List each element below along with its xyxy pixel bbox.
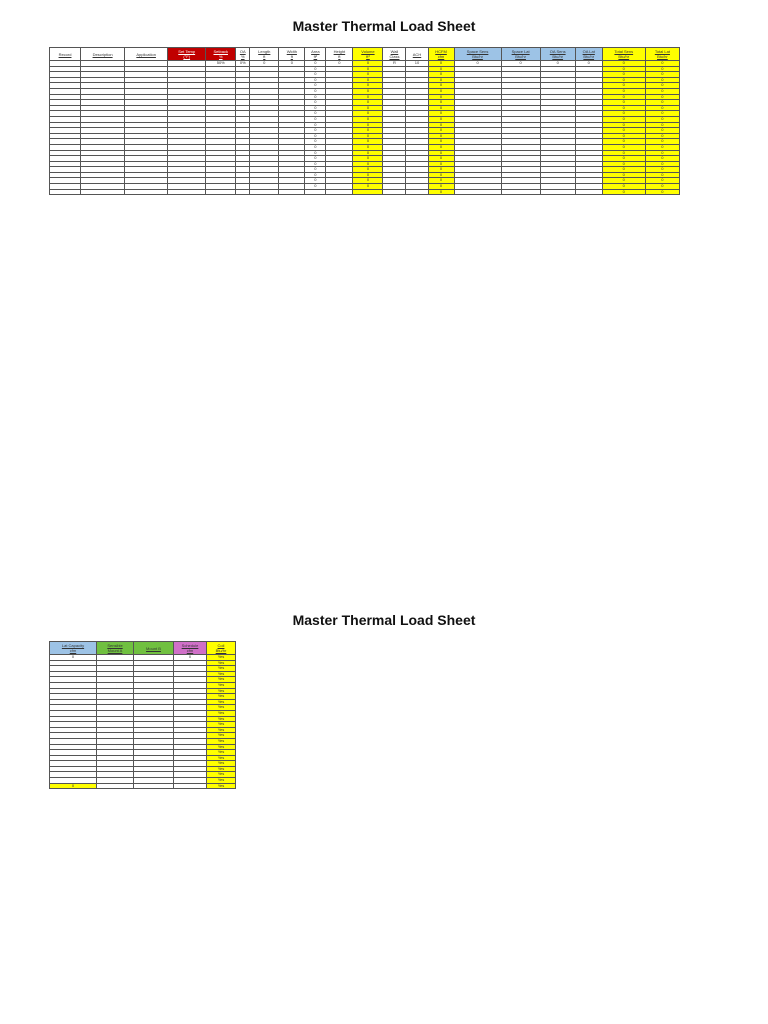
- table-cell[interactable]: 0: [602, 144, 645, 150]
- sheet-title-secondary: Master Thermal Load Sheet: [292, 612, 476, 628]
- column-header: [353, 48, 383, 61]
- table-cell[interactable]: 0: [602, 139, 645, 145]
- column-header-label: Lat Capacity: [61, 643, 85, 648]
- table-cell[interactable]: 0: [353, 94, 383, 100]
- table-cell[interactable]: 0: [645, 72, 679, 78]
- table-cell[interactable]: 0: [602, 105, 645, 111]
- column-header-unit: ft²: [313, 54, 318, 59]
- table-cell[interactable]: [97, 783, 134, 789]
- table-cell[interactable]: 0: [602, 61, 645, 67]
- table-cell[interactable]: 0: [353, 77, 383, 83]
- table-cell[interactable]: 0: [353, 66, 383, 72]
- table-cell[interactable]: 0: [50, 783, 97, 789]
- table-cell[interactable]: 0: [602, 172, 645, 178]
- table-cell[interactable]: 0: [353, 167, 383, 173]
- table-cell[interactable]: Yes: [207, 660, 236, 666]
- table-cell[interactable]: 0: [428, 105, 454, 111]
- table-cell[interactable]: 0: [645, 105, 679, 111]
- table-cell[interactable]: 0%: [236, 61, 250, 67]
- column-header-label: HCFM: [435, 49, 447, 54]
- column-header-unit: Btu/hr: [515, 54, 526, 59]
- column-header: [174, 642, 207, 655]
- table-cell[interactable]: 0: [305, 150, 326, 156]
- table-cell[interactable]: [279, 189, 305, 195]
- table-cell[interactable]: 0: [602, 161, 645, 167]
- table-cell[interactable]: 0: [645, 83, 679, 89]
- column-header-label: Coil: [217, 643, 225, 648]
- table-cell[interactable]: Yes: [207, 744, 236, 750]
- table-cell[interactable]: Yes: [207, 733, 236, 739]
- table-cell[interactable]: 0: [353, 161, 383, 167]
- column-header: [168, 48, 206, 61]
- table-cell[interactable]: 0: [428, 139, 454, 145]
- table-cell[interactable]: 0: [602, 133, 645, 139]
- column-header-label: Volume: [361, 49, 375, 54]
- table-cell[interactable]: 0: [645, 156, 679, 162]
- table-cell[interactable]: R: [383, 61, 406, 67]
- table-cell[interactable]: 0: [540, 61, 575, 67]
- table-cell[interactable]: Yes: [207, 677, 236, 683]
- table-cell[interactable]: 0: [645, 189, 679, 195]
- table-cell[interactable]: [236, 189, 250, 195]
- column-header: [134, 642, 174, 655]
- column-header-unit: Btu/hr: [657, 54, 668, 59]
- column-header: [540, 48, 575, 61]
- table-cell[interactable]: 0: [575, 61, 602, 67]
- column-header-unit: Class: [389, 54, 400, 59]
- column-header-label: Schedule: [181, 643, 199, 648]
- table-cell[interactable]: Yes: [207, 778, 236, 784]
- table-cell[interactable]: 0: [353, 156, 383, 162]
- table-cell[interactable]: 0: [428, 144, 454, 150]
- column-header-unit: Btu/hr: [472, 54, 483, 59]
- column-header-label: OA Lat: [582, 49, 595, 54]
- column-header: [428, 48, 454, 61]
- column-header-label: Height: [333, 49, 346, 54]
- column-header: [326, 48, 353, 61]
- column-header: [305, 48, 326, 61]
- table-cell[interactable]: Yes: [207, 738, 236, 744]
- table-cell[interactable]: 0: [602, 94, 645, 100]
- table-cell[interactable]: 0: [353, 122, 383, 128]
- column-header-unit: Btu/hr: [552, 54, 564, 59]
- column-header: [645, 48, 679, 61]
- table-cell[interactable]: 0: [250, 61, 279, 67]
- table-cell[interactable]: 0: [353, 150, 383, 156]
- table-cell[interactable]: 0: [353, 128, 383, 134]
- column-header-label: Total Lat: [654, 49, 670, 54]
- thermal-load-table: [49, 47, 680, 195]
- table-cell[interactable]: 0: [305, 88, 326, 94]
- table-cell[interactable]: 0: [353, 61, 383, 67]
- table-cell[interactable]: 0: [645, 66, 679, 72]
- table-cell[interactable]: [501, 189, 540, 195]
- column-header-unit: %: [240, 54, 245, 59]
- table-cell[interactable]: 0: [645, 172, 679, 178]
- table-cell[interactable]: Yes: [207, 772, 236, 778]
- table-cell[interactable]: 0: [353, 144, 383, 150]
- table-cell[interactable]: 0: [645, 77, 679, 83]
- column-header: [125, 48, 168, 61]
- table-cell[interactable]: 0: [428, 150, 454, 156]
- table-cell[interactable]: [305, 189, 326, 195]
- column-header-unit: ft: [290, 54, 293, 59]
- table-cell[interactable]: 0: [305, 156, 326, 162]
- table-cell[interactable]: 0: [305, 161, 326, 167]
- table-cell[interactable]: 0: [305, 72, 326, 78]
- table-cell[interactable]: 0: [645, 88, 679, 94]
- table-cell[interactable]: 0: [645, 139, 679, 145]
- column-header-unit: ft: [338, 54, 341, 59]
- table-cell[interactable]: 0: [305, 167, 326, 173]
- column-header: [50, 642, 97, 655]
- header-row: [50, 642, 236, 655]
- column-header-unit: ft³: [366, 54, 370, 59]
- table-cell[interactable]: 0: [428, 88, 454, 94]
- table-cell[interactable]: 0: [645, 122, 679, 128]
- table-cell[interactable]: Yes: [207, 727, 236, 733]
- table-row: [50, 189, 680, 195]
- column-header-label: Space Lat: [511, 49, 530, 54]
- table-cell[interactable]: 0: [645, 144, 679, 150]
- table-cell[interactable]: 0: [305, 144, 326, 150]
- table-cell[interactable]: 0: [305, 77, 326, 83]
- table-cell[interactable]: [326, 189, 353, 195]
- table-cell[interactable]: [353, 189, 383, 195]
- column-header-label: OA Sens: [549, 49, 566, 54]
- table-cell[interactable]: 0: [428, 161, 454, 167]
- column-header-unit: Btu/hr: [583, 54, 595, 59]
- table-cell[interactable]: 0: [602, 184, 645, 190]
- column-header-label: Record: [58, 51, 72, 57]
- table-cell[interactable]: 0: [428, 66, 454, 72]
- table-cell[interactable]: Yes: [207, 705, 236, 711]
- table-cell[interactable]: 0: [428, 83, 454, 89]
- table-cell[interactable]: 0: [602, 100, 645, 106]
- column-header: [501, 48, 540, 61]
- table-cell[interactable]: 0: [428, 72, 454, 78]
- table-cell[interactable]: 0: [174, 655, 207, 661]
- column-header-label: Application: [136, 51, 156, 57]
- table-cell[interactable]: 0: [501, 61, 540, 67]
- table-cell[interactable]: 0: [428, 178, 454, 184]
- table-cell[interactable]: 0: [353, 178, 383, 184]
- table-cell[interactable]: 0: [602, 77, 645, 83]
- column-header-label: Wall: [390, 49, 399, 54]
- table-cell[interactable]: 0: [305, 105, 326, 111]
- sheet-title: Master Thermal Load Sheet: [292, 18, 476, 34]
- table-cell[interactable]: 0: [645, 167, 679, 173]
- table-cell[interactable]: 0: [353, 116, 383, 122]
- table-cell[interactable]: 0: [428, 184, 454, 190]
- table-cell[interactable]: 0: [305, 122, 326, 128]
- column-header-unit: Btu/hr: [215, 648, 227, 653]
- table-cell[interactable]: 0: [602, 83, 645, 89]
- table-cell[interactable]: 0: [645, 111, 679, 117]
- table-cell[interactable]: 0: [602, 72, 645, 78]
- table-cell[interactable]: Yes: [207, 710, 236, 716]
- column-header: [206, 48, 236, 61]
- table-cell[interactable]: 0: [645, 184, 679, 190]
- table-cell[interactable]: 0: [305, 94, 326, 100]
- table-cell[interactable]: 0: [353, 139, 383, 145]
- table-cell[interactable]: [168, 189, 206, 195]
- table-cell[interactable]: Yes: [207, 750, 236, 756]
- column-header: [50, 48, 81, 61]
- table-cell[interactable]: Yes: [207, 783, 236, 789]
- table-cell[interactable]: 0: [428, 116, 454, 122]
- table-cell[interactable]: 0: [645, 100, 679, 106]
- table-cell[interactable]: Yes: [207, 694, 236, 700]
- column-header-unit: Btu/hr: [618, 54, 630, 59]
- table-cell[interactable]: 50%: [206, 61, 236, 67]
- column-header-label: Length: [258, 49, 271, 54]
- column-header-unit: cfm: [186, 648, 194, 653]
- table-cell[interactable]: 0: [602, 189, 645, 195]
- table-cell[interactable]: 0: [645, 178, 679, 184]
- table-cell[interactable]: 0: [50, 655, 97, 661]
- column-header-label: Setback: [213, 49, 228, 54]
- table-cell[interactable]: Yes: [207, 761, 236, 767]
- table-cell[interactable]: 0: [428, 156, 454, 162]
- table-cell[interactable]: 0: [305, 172, 326, 178]
- table-cell[interactable]: 0: [305, 128, 326, 134]
- table-cell[interactable]: Yes: [207, 688, 236, 694]
- table-cell[interactable]: 0: [602, 128, 645, 134]
- table-cell[interactable]: 0: [353, 105, 383, 111]
- table-cell[interactable]: 0: [428, 94, 454, 100]
- table-cell[interactable]: 0: [305, 178, 326, 184]
- table-cell[interactable]: 0: [305, 66, 326, 72]
- table-cell[interactable]: 0: [428, 61, 454, 67]
- table-cell[interactable]: Yes: [207, 766, 236, 772]
- table-cell[interactable]: 0: [353, 72, 383, 78]
- table-cell[interactable]: 0: [602, 156, 645, 162]
- column-header: [81, 48, 125, 61]
- table-cell[interactable]: 0: [428, 77, 454, 83]
- table-cell[interactable]: 0: [305, 100, 326, 106]
- table-cell[interactable]: [134, 783, 174, 789]
- table-cell[interactable]: Yes: [207, 666, 236, 672]
- table-cell[interactable]: 0: [428, 100, 454, 106]
- table-cell[interactable]: 0: [279, 61, 305, 67]
- column-header: [406, 48, 428, 61]
- table-cell[interactable]: 0: [602, 167, 645, 173]
- capacity-table: [49, 641, 236, 789]
- table-cell[interactable]: 0: [305, 111, 326, 117]
- table-cell[interactable]: Yes: [207, 722, 236, 728]
- column-header-unit: cfm: [437, 54, 445, 59]
- column-header: [575, 48, 602, 61]
- column-header-label: Area: [311, 49, 320, 54]
- table-cell[interactable]: 0: [353, 133, 383, 139]
- table-cell[interactable]: [454, 189, 501, 195]
- column-header-label: Space Sens: [466, 49, 489, 54]
- column-header-unit: Mount A: [107, 648, 123, 653]
- column-header-label: ACH: [412, 51, 422, 57]
- table-cell[interactable]: [383, 189, 406, 195]
- table-cell[interactable]: 0: [428, 133, 454, 139]
- column-header-unit: Mount B: [146, 645, 161, 651]
- column-header-label: Sensible: [107, 643, 123, 648]
- table-cell[interactable]: 0: [326, 61, 353, 67]
- column-header: [279, 48, 305, 61]
- table-cell[interactable]: 0: [602, 88, 645, 94]
- table-cell[interactable]: Yes: [207, 671, 236, 677]
- table-cell[interactable]: [50, 189, 81, 195]
- column-header-label: OA: [239, 49, 246, 54]
- table-cell[interactable]: 0: [353, 83, 383, 89]
- column-header: [602, 48, 645, 61]
- column-header-unit: cfm: [69, 648, 77, 653]
- table-cell[interactable]: 0: [305, 116, 326, 122]
- table-cell[interactable]: [206, 189, 236, 195]
- table-cell[interactable]: 0: [353, 172, 383, 178]
- column-header-label: Set Temp: [178, 49, 196, 54]
- table-cell[interactable]: [406, 189, 428, 195]
- table-cell[interactable]: 0: [602, 178, 645, 184]
- table-cell[interactable]: 0: [602, 150, 645, 156]
- table-cell[interactable]: 0: [645, 61, 679, 67]
- table-cell[interactable]: Yes: [207, 755, 236, 761]
- column-header-unit: %: [218, 54, 223, 59]
- column-header: [236, 48, 250, 61]
- column-header-label: Description: [92, 51, 113, 57]
- table-cell[interactable]: 0: [602, 111, 645, 117]
- table-cell[interactable]: 0: [645, 161, 679, 167]
- table-cell[interactable]: Yes: [207, 716, 236, 722]
- column-header-unit: ft: [263, 54, 266, 59]
- table-cell[interactable]: 0: [428, 189, 454, 195]
- column-header-unit: (°F): [183, 54, 191, 59]
- table-cell[interactable]: 0: [353, 111, 383, 117]
- table-cell[interactable]: 0: [602, 116, 645, 122]
- table-cell[interactable]: 0: [645, 150, 679, 156]
- table-cell[interactable]: [174, 783, 207, 789]
- column-header-label: Width: [286, 49, 297, 54]
- table-cell[interactable]: 0: [602, 66, 645, 72]
- header-row: [50, 48, 680, 61]
- table-cell[interactable]: 10: [406, 61, 428, 67]
- table-cell[interactable]: [81, 189, 125, 195]
- column-header-label: Total Sens: [614, 49, 634, 54]
- table-cell[interactable]: 0: [645, 133, 679, 139]
- table-cell[interactable]: 0: [305, 133, 326, 139]
- column-header: [383, 48, 406, 61]
- table-cell[interactable]: 0: [602, 122, 645, 128]
- table-cell[interactable]: 0: [428, 167, 454, 173]
- table-cell[interactable]: 0: [305, 61, 326, 67]
- table-cell[interactable]: 0: [353, 100, 383, 106]
- table-cell[interactable]: Yes: [207, 682, 236, 688]
- table-cell[interactable]: 0: [305, 83, 326, 89]
- table-cell[interactable]: 0: [353, 184, 383, 190]
- table-cell[interactable]: [540, 189, 575, 195]
- table-cell[interactable]: 0: [305, 139, 326, 145]
- column-header: [454, 48, 501, 61]
- table-cell[interactable]: Yes: [207, 655, 236, 661]
- column-header: [97, 642, 134, 655]
- table-cell[interactable]: 0: [645, 94, 679, 100]
- table-cell[interactable]: 0: [645, 116, 679, 122]
- table-cell[interactable]: 0: [645, 128, 679, 134]
- table-cell[interactable]: 0: [428, 111, 454, 117]
- table-cell[interactable]: [125, 189, 168, 195]
- table-cell[interactable]: 0: [305, 184, 326, 190]
- table-row: [50, 783, 236, 789]
- table-cell[interactable]: 0: [428, 128, 454, 134]
- table-cell[interactable]: [250, 189, 279, 195]
- table-cell[interactable]: 0: [454, 61, 501, 67]
- table-cell[interactable]: 0: [428, 172, 454, 178]
- table-cell[interactable]: 0: [353, 88, 383, 94]
- table-cell[interactable]: [575, 189, 602, 195]
- table-cell[interactable]: 0: [428, 122, 454, 128]
- table-cell[interactable]: Yes: [207, 699, 236, 705]
- column-header: [250, 48, 279, 61]
- column-header: [207, 642, 236, 655]
